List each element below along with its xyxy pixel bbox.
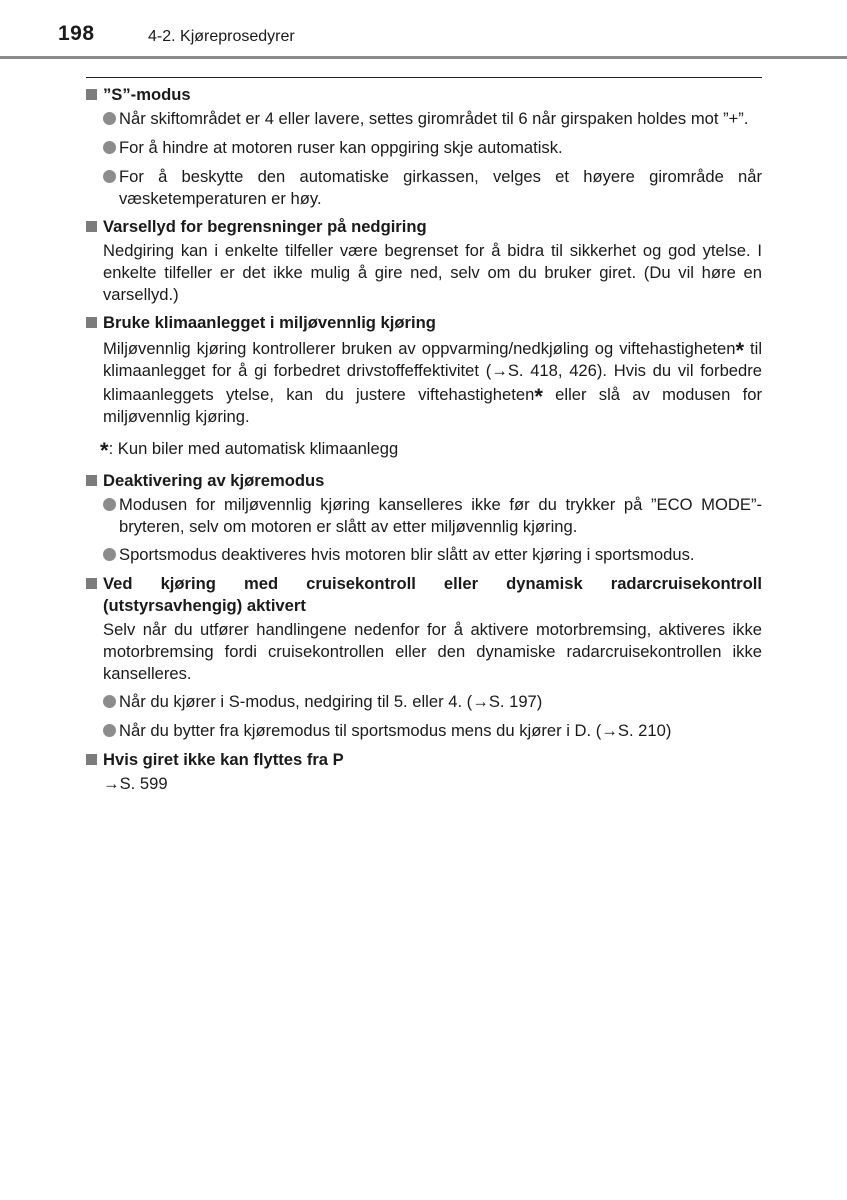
- section-title: Deaktivering av kjøremodus: [86, 470, 762, 492]
- section-s-mode: [86, 84, 762, 210]
- list-item: Når skiftområdet er 4 eller lavere, settes girområdet til 6 når girspaken holdes mot ”+”.: [103, 108, 762, 131]
- paragraph: Selv når du utfører handlingene nedenfor for å aktivere motorbremsing, aktiveres ikke motorbremsing fordi cruisekontrollen eller den dynamiske radarcruisekontrollen ikke kanselleres.: [103, 620, 762, 683]
- circle-bullet-icon: [103, 720, 119, 743]
- section-title: Varsellyd for begrensninger på nedgiring: [86, 216, 762, 238]
- square-bullet-icon: [86, 216, 103, 238]
- list-item: Modusen for miljøvennlig kjøring kanselleres ikke før du trykker på ”ECO MODE”-bryteren, selv om motoren er slått av etter miljøvennlig kjøring.: [103, 494, 762, 538]
- footnote: *: Kun biler med automatisk klimaanlegg: [100, 438, 399, 463]
- circle-bullet-icon: [103, 137, 119, 160]
- bullet-list: [86, 494, 762, 567]
- square-bullet-icon: [86, 84, 103, 106]
- page-number: 198: [58, 22, 95, 45]
- arrow-icon: →: [103, 774, 120, 793]
- circle-bullet-icon: [103, 108, 119, 131]
- section-title: Hvis giret ikke kan flyttes fra P: [86, 749, 762, 771]
- section-climate-eco: [86, 312, 763, 463]
- circle-bullet-icon: [103, 544, 119, 567]
- square-bullet-icon: [86, 573, 103, 617]
- circle-bullet-icon: [103, 691, 119, 714]
- chapter-title: 4-2. Kjøreprosedyrer: [148, 28, 295, 45]
- circle-bullet-icon: [103, 494, 119, 538]
- paragraph: Nedgiring kan i enkelte tilfeller være begrenset for å bidra til sikkerhet og god ytelse. I enkelte tilfeller er det ikke mulig å gire ned, selv om du bruker giret. (Du vil høre en varsellyd.): [103, 241, 762, 304]
- arrow-icon: →: [601, 721, 618, 740]
- square-bullet-icon: [86, 470, 103, 492]
- list-item: Når du bytter fra kjøremodus til sportsmodus mens du kjører i D. (→S. 210): [103, 720, 762, 743]
- square-bullet-icon: [86, 312, 103, 334]
- footnote-star: *: [735, 338, 744, 363]
- footnote-star: *: [534, 384, 543, 409]
- section-drive-mode-deactivation: [86, 470, 762, 567]
- page-reference: →S. 599: [103, 774, 168, 793]
- list-item: For å beskytte den automatiske girkassen, velges et høyere girområde når væsketemperaturen er høy.: [103, 166, 762, 210]
- list-item: Når du kjører i S-modus, nedgiring til 5. eller 4. (→S. 197): [103, 691, 762, 714]
- section-title: Bruke klimaanlegget i miljøvennlig kjøring: [86, 312, 762, 334]
- list-item: For å hindre at motoren ruser kan oppgiring skje automatisk.: [103, 137, 762, 160]
- content-top-rule: [86, 77, 762, 78]
- list-item: Sportsmodus deaktiveres hvis motoren blir slått av etter kjøring i sportsmodus.: [103, 544, 762, 567]
- section-title: ”S”-modus: [86, 84, 762, 106]
- section-gear-stuck-p: [86, 749, 762, 795]
- page-reference: S. 210): [617, 721, 672, 740]
- page-header: [0, 0, 847, 60]
- square-bullet-icon: [86, 749, 103, 771]
- arrow-icon: →: [472, 692, 489, 711]
- page-reference: S. 197): [488, 692, 543, 711]
- circle-bullet-icon: [103, 166, 119, 210]
- header-rule: [0, 56, 847, 59]
- page-content: [86, 84, 762, 801]
- arrow-icon: →: [491, 361, 508, 380]
- section-title: Ved kjøring med cruisekontroll eller dynamisk radarcruisekontroll (utstyrsavhengig) aktivert: [86, 573, 762, 617]
- bullet-list: [86, 691, 762, 743]
- paragraph: Miljøvennlig kjøring kontrollerer bruken av oppvarming/nedkjøling og viftehastigheten* til klimaanlegget for å gi forbedret drivstoffeffektivitet (→S. 418, 426). Hvis du vil forbedre klimaanleggets ytelse, kan du justere viftehastigheten* eller slå av modusen for miljøvennlig kjøring.: [103, 338, 763, 426]
- bullet-list: [86, 108, 762, 210]
- section-downshift-warning: [86, 216, 762, 306]
- footnote-star: *: [100, 438, 109, 463]
- section-cruise-control: [86, 573, 762, 743]
